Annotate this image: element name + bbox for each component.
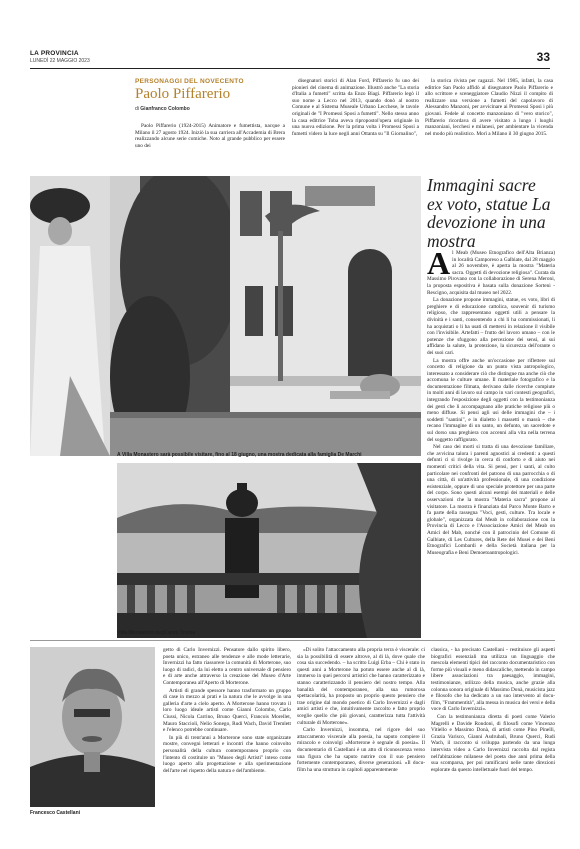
article-body bbox=[427, 250, 555, 640]
bottom-col3-para-2: Con la testimonianza diretta di poeti come Valerio Magrelli e Davide Rondoni, di filosofi come Vincenzo Vitiello e Massimo Donà, di artisti come Pino Pinelli, Grazia Varisco, Gianni Asdrubali, Bruno Querci, Rudi Wach, il racconto si sviluppa partendo da una lunga intervista video a Carlo Invernizzi raccolta dal regista nell'abitazione milanese del poeta due anni prima della sua scomparsa, per poi ramificarsi nelle tante direzioni esplorate da questo intellettuale fuori del tempo. bbox=[431, 713, 555, 773]
bottom-col-2 bbox=[297, 647, 425, 822]
article-headline: Immagini sacre ex voto, statue La devozione in una mostra bbox=[427, 175, 551, 251]
villa-photo-illustration bbox=[30, 176, 421, 456]
bio-col-1: Paolo Piffarerio (1924-2015) Animatore e fumettista, nacque a Milano il 27 agosto 1924. Iniziò la sua carriera all'Accademia di Brera realizzando alcune serie comiche. Noto al grande pubblico per essere uno dei bbox=[135, 123, 285, 149]
article-para-2: La donazione propone immagini, statue, ex voto, libri di preghiere e di educazione cattolica, souvenir di turismo religioso, che rappresentano oggetti utili a pensare la divinità e i santi, consentendo a chi li ha commissionati, li ha acquistati o li ha usati di mettersi in relazione il visibile con l'invisibile. Artefatti – frutto del lavoro umano – con le potenze che sfuggono alla percezione dei sensi, ai sui affidano la salute, la protezione, la sicurezza dell'orante o dei suoi cari. bbox=[427, 297, 555, 356]
issue-date: LUNEDÌ 22 MAGGIO 2023 bbox=[30, 58, 90, 64]
portrait-illustration bbox=[30, 647, 155, 807]
villa-photo bbox=[30, 176, 421, 456]
article-para-3: La mostra offre anche un'occasione per riflettere sul concetto di religione da un punto vista antropologico, interessato a considerare ciò che distingue ma anche ciò che accomuna le culture umane. Il materiale fotografico e la documentazione filmata, derivano dalle ricerche compiute in molti anni di lavoro sul campo in vari contesti geografici, integrando l'esposizione degli oggetti con la testimonianza dei gesti che li accompagnano alle pratiche religiose più o meno diffuse. Si pensi agli usi delle immagini che – i soddetti "santini", e in dialetto i massetti o massù – che recano l'immagine di un santo, un defunto, un sacerdote e sul dorso una preghiera con accenni alla vita nella terrena del soggetto raffigurato. bbox=[427, 357, 555, 443]
page-number: 33 bbox=[536, 50, 550, 64]
bottom-col-3 bbox=[431, 647, 555, 822]
bio-title: Paolo Piffarerio bbox=[135, 86, 231, 102]
drop-cap: A bbox=[427, 250, 451, 281]
bottom-col2-para-2: Carlo Invernizzi, insomma, nel rigore del suo attaccamento viscerale alla poesia, ha saputo compiere il miracolo e coinvolgi «Morterone è segnale di poesia». Il documentario di Castellani è un atto di riconoscenza verso una figura che ha saputo nutrire con il suo pensiero fortemente contemporaneo, diverse generazioni. «Il docu-film ha una struttura in capitoli apparentemente bbox=[297, 727, 425, 773]
bio-byline bbox=[135, 106, 285, 112]
portrait-caption: Francesco Castellani bbox=[30, 810, 81, 816]
bio-col-2: disegnatori storici di Alan Ford, Piffarerio fu uno dei pionieri del cinema di animazione. Illustrò anche "La storia d'Italia a fumetti" scritta da Enzo Biagi. Piffarerio legò il suo nome a Lecco nel 2013, quando donò al nostro Comune e al Sistema Museale Urbano Lecchese, le tavole originali de "I Promessi Sposi a fumetti". Nello stesso anno la casa editrice Toba aveva ripropostol'opera originale in una nuova edizione. Per la prima volta i Promessi Sposi a fumetti videro la luce negli anni Ottanta su "Il Giornalino", bbox=[292, 78, 419, 137]
bio-kicker: PERSONAGGI DEL NOVECENTO bbox=[135, 78, 244, 85]
bottom-col2-para-1: «Di solito l'attaccamento alla propria terra è viscerale: ci sia la possibilità di essere altrove, al di là, dove quale che cosa sia succedendo. – ha scritto Luigi Erba – Chi è stato in questi anni a Morterone ha potuto essere anche al di là, immerso in quei percorsi artistici che hanno caratterizzato e stanno caratterizzando il pensiero del nostro tempo. Alla banalità del contemporaneo, alla sua rumorosa spettacolarità, ha proposto un proprio questo pensiero che trae origine dal mondo poetico di Carlo Invernizzi e dagli amici artisti e che, intuitivamente raccolto e fatto proprio sceglie quello che più giovani, caratterizza tutta l'attività culturale di Morterone». bbox=[297, 647, 425, 726]
bottom-col1-para-2: Artisti di grande spessore hanno trasformato un gruppo di case in mezzo ai prati e la natura che le avvolge in una galleria d'arte a cielo aperto. A Morterone hanno trovato il loro luogo ideale artisti come Gianni Colombo, Carlo Ciussi, Nicola Carrino, Bruno Querci, Francois Morellet, Mauro Staccioli, Nelio Sonego, Rudi Wach, David Tremlett e l'elenco potrebbe continuare. bbox=[163, 687, 291, 734]
bio-col-3: la storica rivista per ragazzi. Nel 1985, infatti, la casa editrice San Paolo affidò al disegnatore Paolo Piffarerio e allo scrittore e sceneggiatore Claudio Nizzi il compito di realizzare una versione a fumetti del capolavoro di Alessandro Manzoni, per avvicinare ai Promessi Sposi i più giovani. Fedele al concetto manzoniano di "vero storico", Piffarerio ricordava di avere visitato a lungo i luoghi manzoniani, lecchesi e milanesi, per ambientare la vicenda nel modo più realistico. Morì a Milano il 30 giugno 2015. bbox=[425, 78, 553, 137]
bottom-col-1 bbox=[163, 647, 291, 822]
article-para-4: Nel caso dei morti si tratta di una devozione familiare, che avvicina talora i parenti agnostici ai credenti: a questi defunti ci si rivolge in cerca di conforto e di aiuto nei momenti critici della vita. Si pensi, per i santi, al culto particolare nei confronti del patrono di una parrocchia o di una città, di un'attività professionale, di una condizione esistenziale, oppure di uno speciale protettore per una parte del corpo. Sono questi alcuni esempi dei materiali e delle osservazioni che la mostra "Materia sacra" propone al visitatore. La mostra è finanziata dal Parco Monte Barro e fa parte della rassegna "Voci, gesti, culture. Tra locale e globale", organizzata dal Meab in collaborazione con la Provincia di Lecco e l'Associazione Amici del Meab on Amici del Mab, nonché con il patrocinio del Comune di Galbiate, di Les Cultures, della Rete dei Musei e dei Beni Etnografici Lombardi e della Società italiana per la Museografia e Beni Demoetoantropologici. bbox=[427, 444, 555, 556]
villa-caption: A Villa Monastero sarà possibile visitare, fino al 18 giugno, una mostra dedicata alla famiglia De Marchi bbox=[117, 452, 362, 458]
article-para-1: Al Meab (Museo Etnografico dell'Alta Brianza) in località Camporeso a Galbiate, dal 28 maggio al 26 novembre, è aperta la mostra "Materia sacra. Oggetti di devozione religiosa". Curata da Massimo Pirovano con la collaborazione di Serena Meroni, la proposta espositiva è basata sulla donazione Sorteni - Rescigno, acquisita dal museo nel 2022. bbox=[427, 250, 555, 296]
villa-old-photo bbox=[117, 463, 421, 638]
paper-name: LA PROVINCIA bbox=[30, 50, 79, 57]
section-rule bbox=[30, 640, 555, 641]
portrait-photo bbox=[30, 647, 155, 807]
villa-old-illustration bbox=[117, 463, 421, 638]
bio-header bbox=[135, 78, 285, 112]
byline-prefix: di bbox=[135, 106, 139, 112]
bottom-col1-para-1: getto di Carlo Invernizzi. Pensatore dallo spirito libero, poeta unico, estraneo alle tendenze e alle mode letterarie, Invernizzi ha fatto riassorere la comunità di Morterone, suo luogo di radici, da lui eletto a centro universale di pensiero e di arte anche attraverso la creazione del Museo d'Arte Contemporanea all'Aperto di Morterone. bbox=[163, 647, 291, 686]
bottom-col1-para-3: In più di trent'anni a Morterone sono state organizzate mostre, convegni letterari e incontri che hanno coinvolto personalità della cultura contemporanea proprio con l'intento di costituire un "Museo degli Artisti" inteso come luogo aperto alla progettazione e alla sperimentazione dell'arte nel rispetto della natura e dell'ambiente. bbox=[163, 734, 291, 774]
byline-author: Gianfranco Colombo bbox=[140, 106, 190, 112]
bottom-col3-para-1: classica, - ha precisato Castellani - restituisce gli aspetti biografici essenziali ma utilizza un linguaggio che mescola elementi tipici del racconto documentaristico con forme più visuali e meno didascaliche, mettendo in campo libere associazioni tra paesaggio, immagini, testimonianze, utilizzo della musica, anche grazie alla colonna sonora originale di Massimo Donà, musicista jazz e filosofo che ha dedicato a un suo intervento al docu-film, "Frammentità", alla messa in musica dei versi e della voce di Carlo Invernizzi». bbox=[431, 647, 555, 713]
masthead-rule bbox=[30, 68, 550, 69]
villa-old-caption: Villa Monastero negli anni Trenta bbox=[117, 630, 195, 636]
